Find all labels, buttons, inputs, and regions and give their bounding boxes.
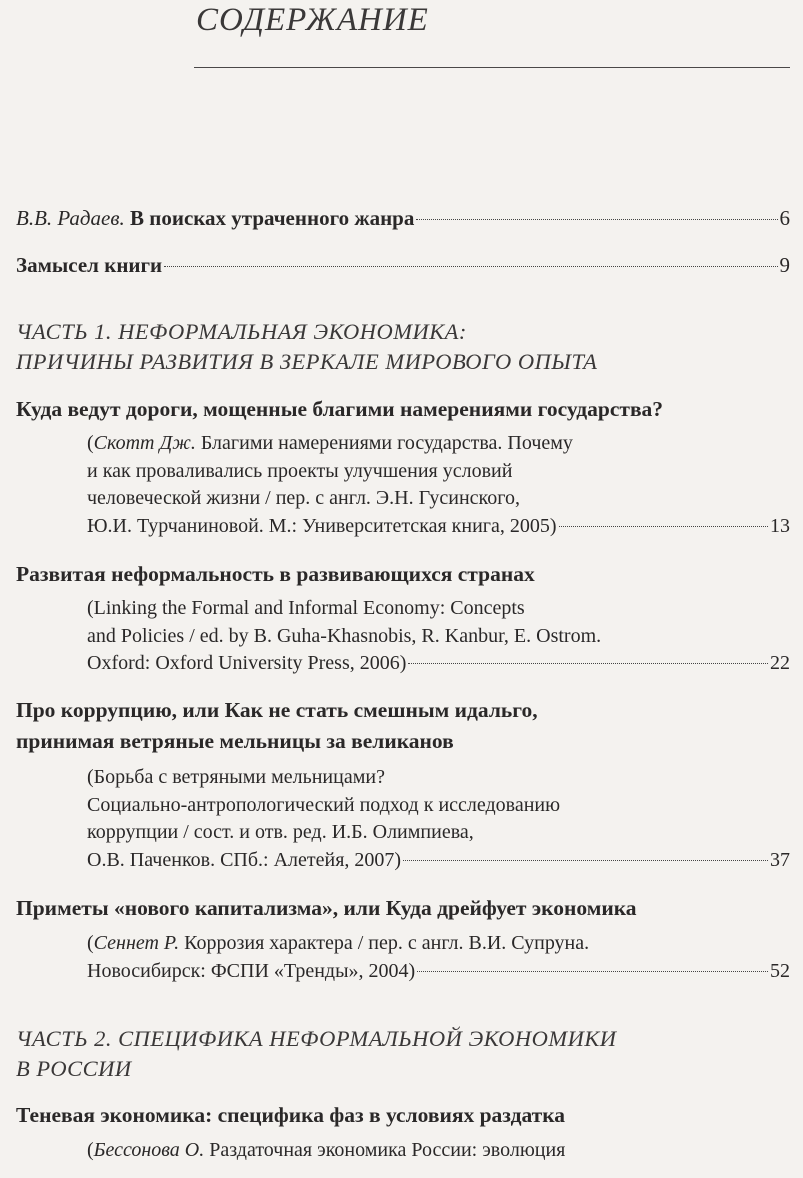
ref-line: человеческой жизни / пер. с англ. Э.Н. Гусинского, <box>87 487 520 509</box>
dot-leader <box>559 526 768 527</box>
ref-line: Благими намерениями государства. Почему <box>200 432 573 454</box>
toc-entry-concept[interactable] <box>16 253 790 278</box>
ref-line: О.В. Паченков. СПб.: Алетейя, 2007) <box>87 848 402 871</box>
dot-leader <box>408 663 768 664</box>
ref-line: Коррозия характера / пер. с англ. В.И. Супруна. <box>184 932 590 954</box>
page-number: 37 <box>770 848 790 871</box>
page-number: 9 <box>779 253 790 277</box>
page-number: 6 <box>779 206 790 230</box>
page-number: 52 <box>770 959 790 982</box>
title-rule <box>194 67 790 68</box>
page-number: 13 <box>770 514 790 537</box>
part-heading-1 <box>16 317 597 377</box>
preface-title: В поисках утраченного жанра <box>130 206 415 230</box>
preface-author: В.В. Радаев. <box>16 206 125 230</box>
part-heading-line: ЧАСТЬ 2. СПЕЦИФИКА НЕФОРМАЛЬНОЙ ЭКОНОМИКИ <box>16 1026 617 1051</box>
section-title[interactable]: Развитая неформальность в развивающихся странах <box>16 562 535 586</box>
part-heading-line: В РОССИИ <box>16 1056 132 1081</box>
bibliographic-reference: (Сеннет Р. Коррозия характера / пер. с англ. В.И. Супруна. Новосибирск: ФСПИ «Тренды», 2004) 52 <box>87 930 790 985</box>
part-heading-2 <box>16 1024 617 1084</box>
ref-line: Ю.И. Турчаниновой. М.: Университетская книга, 2005) <box>87 514 557 537</box>
ref-line: and Policies / ed. by B. Guha-Khasnobis, R. Kanbur, E. Ostrom. <box>87 624 602 647</box>
ref-author: Скотт Дж. <box>93 432 196 454</box>
bibliographic-reference: (Скотт Дж. Благими намерениями государства. Почему и как проваливались проекты улучшения условий человеческой жизни / пер. с англ. Э.Н. Гусинского, Ю.И. Турчаниновой. М.: Университетская книга, 2005) 13 <box>87 430 790 540</box>
ref-author: Сеннет Р. <box>93 932 180 954</box>
bibliographic-reference <box>87 764 790 874</box>
section-title[interactable]: Теневая экономика: специфика фаз в условиях раздатка <box>16 1103 566 1127</box>
ref-line: коррупции / сост. и отв. ред. И.Б. Олимпиева, <box>87 821 474 843</box>
ref-line: Социально-антропологический подход к исследованию <box>87 793 561 816</box>
toc-title: СОДЕРЖАНИЕ <box>196 2 429 38</box>
dot-leader <box>164 266 777 267</box>
dot-leader <box>416 219 777 220</box>
page-number: 22 <box>770 652 790 674</box>
ref-line: и как проваливались проекты улучшения условий <box>87 459 513 482</box>
dot-leader <box>403 860 768 861</box>
ref-line: Раздаточная экономика России: эволюция <box>209 1139 566 1161</box>
ref-line: Oxford: Oxford University Press, 2006) <box>87 652 407 674</box>
dot-leader <box>417 971 768 972</box>
section-title-line: принимая ветряные мельницы за великанов <box>16 729 454 753</box>
toc-entry-preface[interactable] <box>16 206 790 231</box>
concept-title: Замысел книги <box>16 253 163 277</box>
section-title[interactable]: Приметы «нового капитализма», или Куда дрейфует экономика <box>16 896 637 920</box>
ref-line: Новосибирск: ФСПИ «Тренды», 2004) <box>87 959 416 982</box>
ref-line: (Борьба с ветряными мельницами? <box>87 766 385 788</box>
section-title-line: Про коррупцию, или Как не стать смешным идальго, <box>16 698 538 722</box>
bibliographic-reference: (Бессонова О. Раздаточная экономика России: эволюция <box>87 1139 566 1161</box>
ref-line: (Linking the Formal and Informal Economy: Concepts <box>87 597 525 619</box>
part-heading-line: ПРИЧИНЫ РАЗВИТИЯ В ЗЕРКАЛЕ МИРОВОГО ОПЫТА <box>16 349 598 374</box>
section-title[interactable]: Куда ведут дороги, мощенные благими намерениями государства? <box>16 397 664 421</box>
part-heading-line: ЧАСТЬ 1. НЕФОРМАЛЬНАЯ ЭКОНОМИКА: <box>16 319 467 344</box>
section-title[interactable] <box>16 695 538 757</box>
bibliographic-reference <box>87 595 790 678</box>
ref-author: Бессонова О. <box>93 1139 205 1161</box>
